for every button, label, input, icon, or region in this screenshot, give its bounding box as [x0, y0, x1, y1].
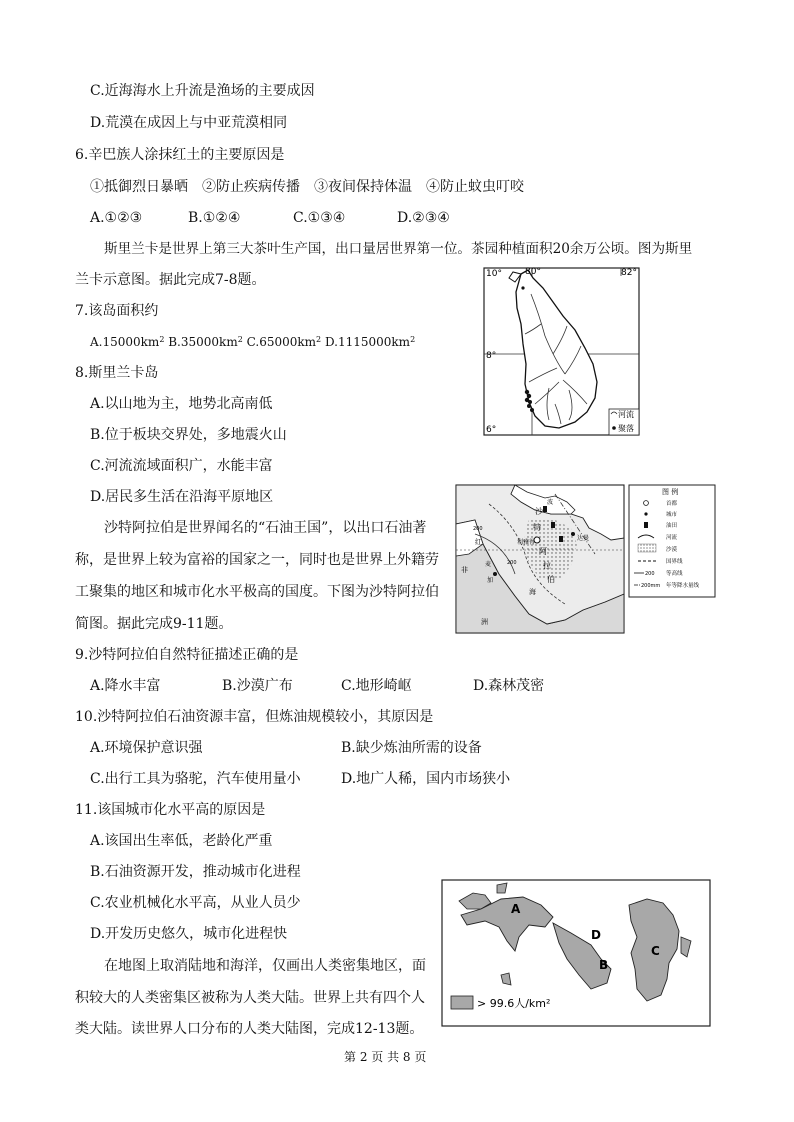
q7-option-c-sup: 2 — [316, 335, 322, 344]
passage-saudi-line3: 工聚集的地区和城市化水平极高的国度。下图为沙特阿拉伯 — [75, 584, 439, 600]
q10-option-c: C.出行工具为骆驼，汽车使用量小 — [90, 771, 301, 787]
contour-value-1: 200 — [473, 526, 483, 532]
page-footer: 第 2 页 共 8 页 — [344, 1050, 427, 1064]
legend-capital-icon — [644, 501, 649, 506]
q10-option-b: B.缺少炼油所需的设备 — [341, 740, 482, 756]
q5-option-d: D.荒漠在成因上与中亚荒漠相同 — [90, 115, 288, 131]
label-region-a: A — [511, 902, 521, 916]
legend-oilfield: 油田 — [666, 523, 678, 529]
q10-stem: 10.沙特阿拉伯石油资源丰富，但炼油规模较小，其原因是 — [75, 709, 434, 725]
q7-option-a-sup: 2 — [159, 335, 165, 344]
city-dammam — [571, 532, 575, 536]
legend-isohyet: 年等降水量线 — [666, 583, 700, 589]
q7-option-b: B.35000km — [168, 335, 238, 349]
q7-option-b-sup: 2 — [237, 335, 243, 344]
q8-option-d: D.居民多生活在沿海平原地区 — [90, 489, 274, 505]
q8-option-b: B.位于板块交界处，多地震火山 — [90, 427, 287, 443]
legend-contour-value: 200 — [645, 571, 655, 577]
legend-contour: 等高线 — [666, 571, 683, 577]
legend-desert: 沙漠 — [666, 547, 678, 553]
label-mecca-1: 麦 — [485, 561, 492, 568]
legend-river: 河流 — [618, 410, 634, 419]
q9-option-c: C.地形崎岖 — [341, 678, 412, 694]
passage-saudi-line1: 沙特阿拉伯是世界闻名的“石油王国”，以出口石油著 — [104, 520, 427, 536]
legend-isohyet-value: 200mm — [641, 583, 661, 589]
legend-settlement: 聚落 — [618, 424, 634, 433]
label-red-sea-1: 红 — [475, 538, 482, 546]
lat-label-10: 10° — [486, 269, 502, 279]
passage-population-line3: 类大陆。读世界人口分布的人类大陆图，完成12-13题。 — [75, 1021, 424, 1037]
legend-desert-icon — [638, 544, 656, 552]
q7-stem: 7.该岛面积约 — [75, 303, 159, 319]
q10-option-a: A.环境保护意识强 — [90, 740, 203, 756]
q11-stem: 11.该国城市化水平高的原因是 — [75, 802, 266, 818]
label-saudi-1: 沙 — [535, 507, 543, 516]
passage-srilanka-line2: 兰卡示意图。据此完成7-8题。 — [75, 272, 266, 288]
passage-population-line1: 在地图上取消陆地和海洋，仅画出人类密集地区，面 — [104, 958, 426, 974]
label-africa-1: 非 — [461, 566, 468, 574]
density-blob-west-2 — [497, 883, 507, 893]
label-region-d: D — [591, 928, 601, 942]
q7-option-c: C.65000km — [246, 335, 317, 349]
label-riyadh: 利雅得 — [517, 539, 536, 546]
q6-option-d: D.②③④ — [397, 210, 450, 226]
oilfield-3 — [559, 536, 563, 542]
legend-river: 河流 — [666, 535, 678, 541]
label-saudi-2: 特 — [533, 523, 541, 532]
q8-option-a: A.以山地为主，地势北高南低 — [90, 396, 273, 412]
q7-option-d-sup: 2 — [410, 335, 416, 344]
city-mecca — [493, 572, 497, 576]
q6-option-c: C.①③④ — [293, 210, 346, 226]
q5-option-c: C.近海海水上升流是渔场的主要成因 — [90, 83, 315, 99]
legend-city: 城市 — [666, 512, 678, 518]
q7-option-a: A.15000km — [90, 335, 160, 349]
q9-option-a: A.降水丰富 — [90, 678, 161, 694]
legend-oilfield-icon — [644, 522, 648, 528]
oilfield-2 — [551, 522, 555, 528]
q6-option-b: B.①②④ — [188, 210, 241, 226]
lon-label-82: 82° — [621, 268, 637, 278]
passage-population-line2: 积较大的人类密集区被称为人类大陆。世界上共有四个人 — [75, 990, 425, 1006]
q11-option-b: B.石油资源开发，推动城市化进程 — [90, 864, 301, 880]
lat-label-8: 8° — [486, 351, 497, 361]
passage-saudi-line4: 简图。据此完成9-11题。 — [75, 616, 233, 632]
q6-stem: 6.辛巴族人涂抹红土的主要原因是 — [75, 147, 285, 163]
q10-option-d: D.地广人稀，国内市场狭小 — [341, 771, 511, 787]
legend-density-swatch — [451, 996, 473, 1009]
passage-srilanka-line1: 斯里兰卡是世界上第三大茶叶生产国，出口量居世界第一位。茶园种植面积20余万公顷。图为斯里 — [104, 241, 693, 257]
label-region-b: B — [599, 958, 609, 972]
q9-option-d: D.森林茂密 — [473, 678, 545, 694]
population-map — [441, 879, 711, 1027]
label-saudi-3: 阿 — [539, 547, 547, 556]
q7-option-d: D.1115000km — [324, 335, 411, 349]
q9-stem: 9.沙特阿拉伯自然特征描述正确的是 — [75, 647, 299, 663]
settlement-legend-icon — [612, 426, 616, 430]
q11-option-a: A.该国出生率低，老龄化严重 — [90, 833, 273, 849]
label-saudi-4: 拉 — [543, 561, 551, 570]
label-red-sea-2: 海 — [529, 588, 536, 596]
passage-saudi-line2: 称，是世界上较为富裕的国家之一，同时也是世界上外籍劳 — [75, 552, 439, 568]
q8-option-c: C.河流流域面积广，水能丰富 — [90, 458, 273, 474]
label-persian-gulf: 波 — [547, 499, 554, 506]
q11-option-c: C.农业机械化水平高，从业人员少 — [90, 895, 301, 911]
legend-capital: 首都 — [666, 501, 678, 507]
legend-border: 国界线 — [666, 559, 683, 565]
q11-option-d: D.开发历史悠久，城市化进程快 — [90, 926, 288, 942]
q6-items: ①抵御烈日暴晒 ②防止疾病传播 ③夜间保持体温 ④防止蚊虫叮咬 — [90, 179, 524, 195]
oilfield-1 — [543, 506, 547, 512]
q8-stem: 8.斯里兰卡岛 — [75, 365, 159, 381]
lon-label-80: 80° — [525, 267, 541, 277]
q7-options — [90, 333, 415, 351]
q9-option-b: B.沙漠广布 — [222, 678, 293, 694]
legend-title: 图 例 — [662, 488, 679, 496]
label-mecca-2: 加 — [487, 577, 494, 584]
label-africa-2: 洲 — [481, 618, 488, 626]
contour-value-2: 200 — [507, 560, 517, 566]
srilanka-map — [483, 264, 640, 436]
lat-label-6: 6° — [486, 425, 497, 435]
saudi-map — [455, 484, 625, 634]
legend-density-label: > 99.6人/km² — [477, 997, 551, 1010]
saudi-legend — [628, 484, 716, 598]
label-region-c: C — [651, 944, 660, 958]
q6-option-a: A.①②③ — [90, 210, 143, 226]
label-saudi-5: 伯 — [547, 575, 555, 584]
legend-city-icon — [644, 512, 647, 515]
label-dammam: 达曼 — [577, 535, 590, 542]
